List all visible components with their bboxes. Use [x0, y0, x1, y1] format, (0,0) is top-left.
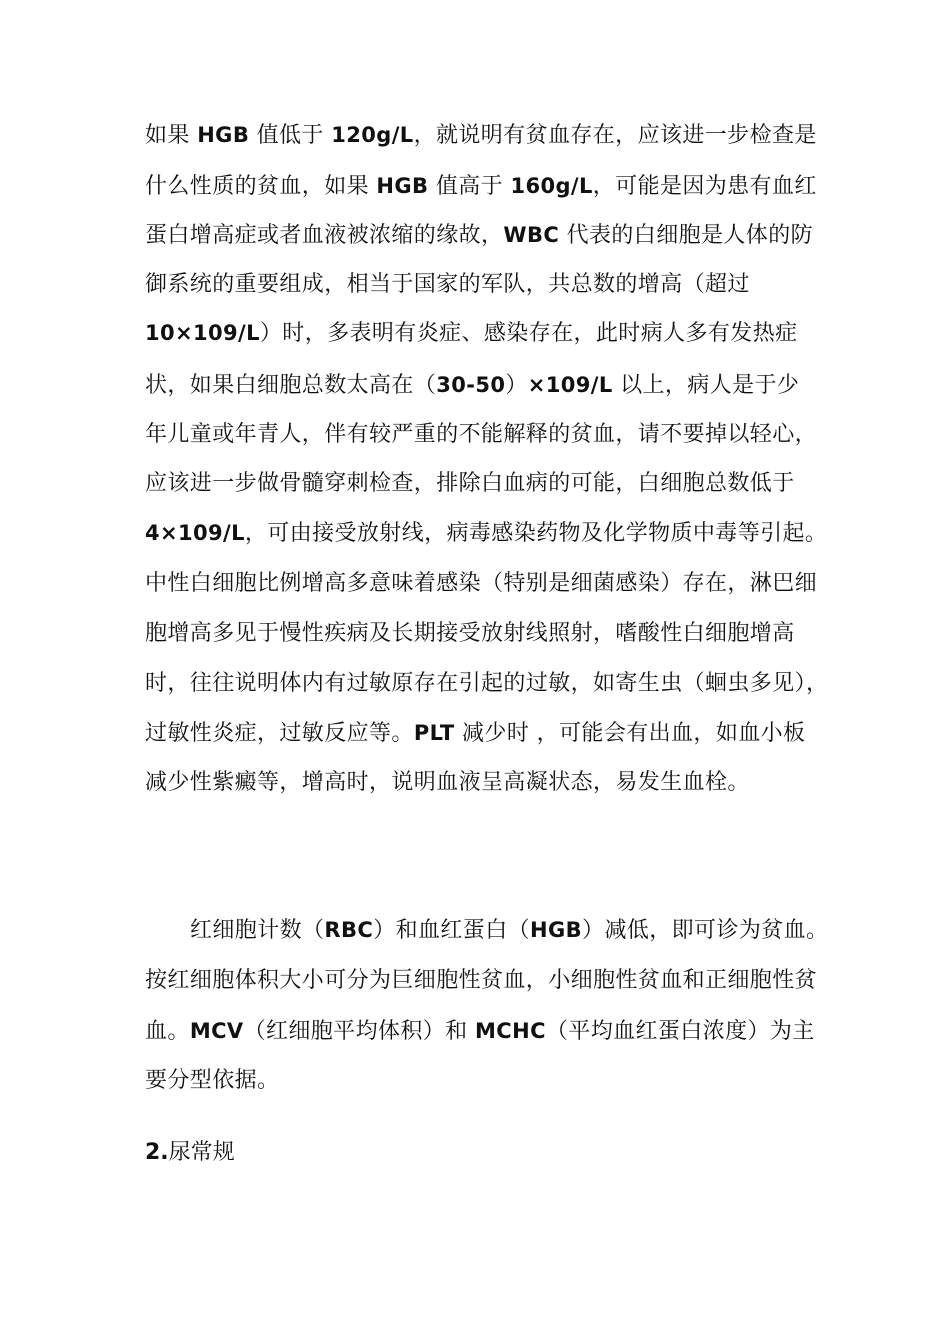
text-line — [145, 619, 815, 649]
bold-term: 120g/L — [331, 123, 414, 147]
text-line — [145, 220, 815, 251]
bold-term: PLT — [413, 721, 455, 745]
text-run: 御系统的重要组成，相当于国家的军队，共总数的增高（超过 — [145, 272, 750, 297]
text-line — [145, 1066, 815, 1096]
text-run: 按红细胞体积大小可分为巨细胞性贫血，小细胞性贫血和正细胞性贫 — [145, 968, 818, 993]
text-run: 蛋白增高症或者血液被浓缩的缘故， — [145, 223, 504, 248]
text-line — [145, 669, 829, 699]
text-run: 减少时 ，可能会有出血，如血小板 — [454, 721, 806, 746]
text-line — [145, 318, 815, 349]
text-run: 以上，病人是于少 — [612, 373, 800, 398]
text-line — [145, 718, 815, 749]
text-run: 年儿童或年青人，伴有较严重的不能解释的贫血，请不要掉以轻心， — [145, 422, 818, 447]
section-heading-urine-routine — [145, 1138, 235, 1168]
text-line — [145, 171, 815, 202]
text-line — [145, 120, 815, 151]
section-title: 尿常规 — [168, 1140, 235, 1165]
text-run: 什么性质的贫血，如果 — [145, 174, 377, 199]
text-run: （红细胞平均体积）和 — [243, 1019, 475, 1044]
text-line — [145, 370, 815, 401]
bold-term: 30-50 — [436, 373, 506, 397]
text-run: 状，如果白细胞总数太高在（ — [145, 373, 437, 398]
text-line — [145, 569, 818, 599]
text-run: （平均血红蛋白浓度）为主 — [545, 1019, 815, 1044]
text-run: 要分型依据。 — [145, 1068, 280, 1093]
text-run: 血。 — [145, 1019, 190, 1044]
bold-term: 160g/L — [510, 174, 593, 198]
text-run: 应该进一步做骨髓穿刺检查，排除白血病的可能，白细胞总数低于 — [145, 471, 795, 496]
bold-term: HGB — [197, 123, 250, 147]
text-line — [145, 966, 818, 996]
bold-term: RBC — [324, 918, 374, 942]
text-run: 红细胞计数（ — [190, 918, 325, 943]
bold-term: WBC — [503, 223, 560, 247]
text-run: 中性白细胞比例增高多意味着感染（特别是细菌感染）存在，淋巴细 — [145, 571, 818, 596]
text-run: 胞增高多见于慢性疾病及长期接受放射线照射，嗜酸性白细胞增高 — [145, 621, 795, 646]
text-run: ，可由接受放射线，病毒感染药物及化学物质中毒等引起。 — [244, 521, 828, 546]
bold-term: 4×109/L — [145, 521, 245, 545]
text-run: ）和血红蛋白（ — [373, 918, 531, 943]
text-line — [145, 1016, 815, 1047]
bold-term: ×109/L — [527, 373, 613, 397]
bold-term: 10×109/L — [145, 321, 260, 345]
bold-term: MCHC — [474, 1019, 546, 1043]
text-line — [145, 469, 815, 499]
text-run: 代表的白细胞是人体的防 — [559, 223, 813, 248]
text-run: 如果 — [145, 123, 198, 148]
section-number: 2. — [145, 1140, 169, 1165]
text-run: 时，往往说明体内有过敏原存在引起的过敏，如寄生虫（蛔虫多见）， — [145, 671, 829, 696]
bold-term: HGB — [376, 174, 429, 198]
text-run: 值低于 — [249, 123, 332, 148]
text-run: ）减低，即可诊为贫血。 — [582, 918, 829, 943]
text-run: 值高于 — [428, 174, 511, 199]
text-line — [190, 915, 860, 946]
text-line — [145, 270, 815, 300]
text-run: ，可能是因为患有血红 — [592, 174, 817, 199]
text-run: ）时，多表明有炎症、感染存在，此时病人多有发热症 — [259, 321, 798, 346]
text-run: ，就说明有贫血存在，应该进一步检查是 — [413, 123, 817, 148]
bold-term: MCV — [189, 1019, 244, 1043]
text-line — [145, 420, 818, 450]
text-line — [145, 518, 828, 549]
text-line — [145, 768, 815, 798]
text-run: ） — [505, 373, 528, 398]
text-run: 过敏性炎症，过敏反应等。 — [145, 721, 414, 746]
bold-term: HGB — [530, 918, 583, 942]
text-run: 减少性紫癜等，增高时，说明血液呈高凝状态，易发生血栓。 — [145, 770, 750, 795]
